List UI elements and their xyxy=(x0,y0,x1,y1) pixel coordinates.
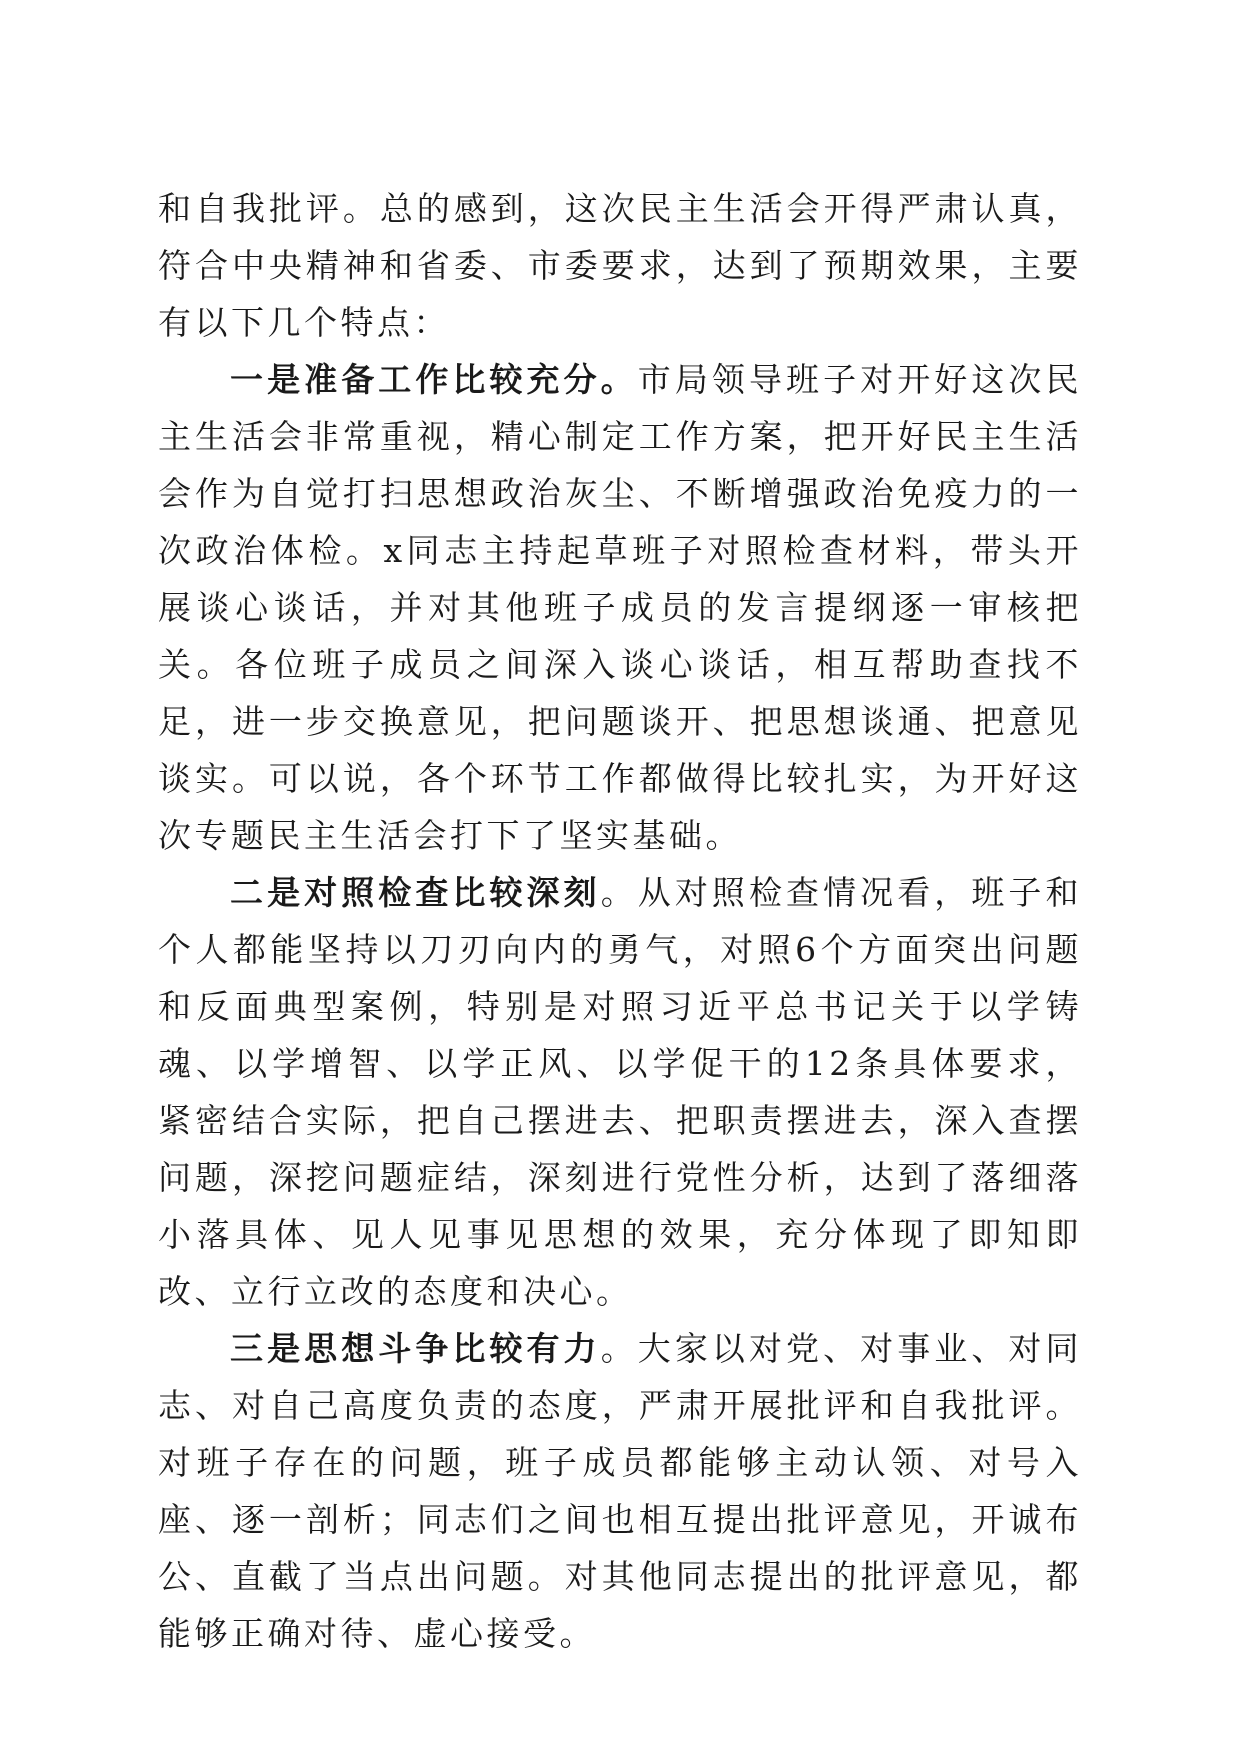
paragraph-preparation xyxy=(158,351,1082,864)
paragraph-self-examination-heading: 二是对照检查比较深刻 xyxy=(230,873,601,912)
paragraph-preparation-heading: 一是准备工作比较充分。 xyxy=(230,360,638,399)
paragraph-preparation-text: 市局领导班子对开好这次民主生活会非常重视，精心制定工作方案，把开好民主生活会作为自觉打扫思想政治灰尘、不断增强政治免疫力的一次政治体检。x同志主持起草班子对照检查材料，带头开展谈心谈话，并对其他班子成员的发言提纲逐一审核把关。各位班子成员之间深入谈心谈话，相互帮助查找不足，进一步交换意见，把问题谈开、把思想谈通、把意见谈实。可以说，各个环节工作都做得比较扎实，为开好这次专题民主生活会打下了坚实基础。 xyxy=(158,360,1083,855)
document-body xyxy=(158,180,1082,1662)
paragraph-ideological-struggle-text: 。大家以对党、对事业、对同志、对自己高度负责的态度，严肃开展批评和自我批评。对班子存在的问题，班子成员都能够主动认领、对号入座、逐一剖析；同志们之间也相互提出批评意见，开诚布公、直截了当点出问题。对其他同志提出的批评意见，都能够正确对待、虚心接受。 xyxy=(158,1329,1083,1653)
paragraph-self-examination-text: 。从对照检查情况看，班子和个人都能坚持以刀刃向内的勇气，对照6个方面突出问题和反面典型案例，特别是对照习近平总书记关于以学铸魂、以学增智、以学正风、以学促干的12条具体要求，紧密结合实际，把自己摆进去、把职责摆进去，深入查摆问题，深挖问题症结，深刻进行党性分析，达到了落细落小落具体、见人见事见思想的效果，充分体现了即知即改、立行立改的态度和决心。 xyxy=(158,873,1083,1311)
paragraph-intro xyxy=(158,180,1082,351)
paragraph-intro-text: 和自我批评。总的感到，这次民主生活会开得严肃认真，符合中央精神和省委、市委要求，达到了预期效果，主要有以下几个特点： xyxy=(158,189,1082,342)
paragraph-ideological-struggle-heading: 三是思想斗争比较有力 xyxy=(230,1329,601,1368)
paragraph-ideological-struggle xyxy=(158,1320,1082,1662)
paragraph-self-examination xyxy=(158,864,1082,1320)
